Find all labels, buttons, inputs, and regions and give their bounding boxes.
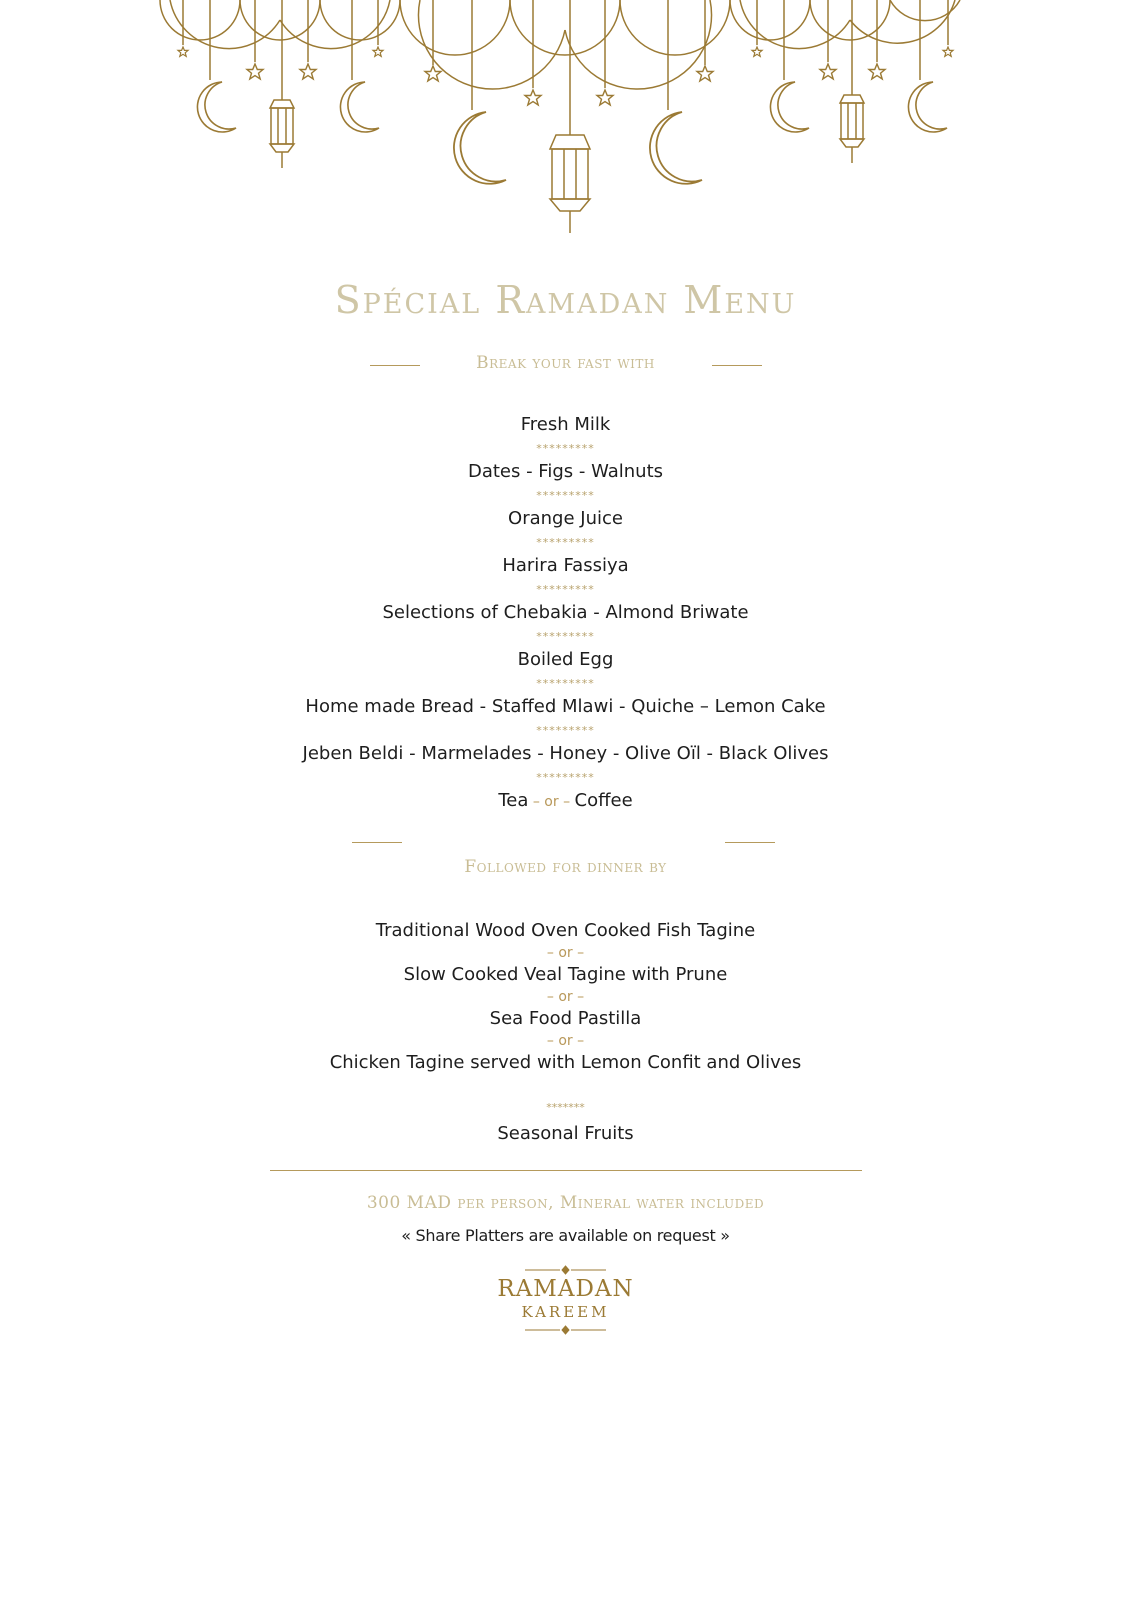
dinner-item: Slow Cooked Veal Tagine with Prune	[403, 964, 728, 985]
list-item	[0, 461, 1131, 508]
breakfast-item: Selections of Chebakia - Almond Briwate	[382, 602, 749, 623]
list-item	[0, 555, 1131, 602]
breakfast-item: Orange Juice	[508, 508, 623, 529]
share-platters-note: « Share Platters are available on request »	[401, 1226, 730, 1245]
logo-kareem-text: KAREEM	[521, 1303, 610, 1321]
star-separator: *******	[546, 1101, 585, 1114]
divider-right	[725, 842, 775, 843]
divider-left	[352, 842, 402, 843]
footer-divider	[270, 1170, 862, 1171]
list-item	[0, 414, 1131, 461]
breakfast-item: Jeben Beldi - Marmelades - Honey - Olive Oïl - Black Olives	[302, 743, 829, 764]
list-item	[0, 743, 1131, 790]
or-label: – or –	[528, 794, 575, 810]
list-item	[0, 602, 1131, 649]
or-label: – or –	[546, 945, 585, 961]
dinner-item: Traditional Wood Oven Cooked Fish Tagine	[375, 920, 756, 941]
star-separator: *********	[536, 677, 595, 690]
breakfast-item: Fresh Milk	[520, 414, 611, 435]
dinner-item: Sea Food Pastilla	[489, 1008, 642, 1029]
ramadan-garland-decoration	[0, 0, 1131, 250]
star-separator: *********	[536, 771, 595, 784]
logo-ramadan-text: RAMADAN	[497, 1276, 634, 1302]
list-item	[0, 696, 1131, 743]
breakfast-item: Harira Fassiya	[502, 555, 629, 576]
breakfast-heading: Break your fast with	[476, 353, 655, 373]
logo-ornament-icon	[480, 1262, 651, 1342]
star-separator: *********	[536, 630, 595, 643]
list-item	[0, 649, 1131, 696]
star-separator: *********	[536, 536, 595, 549]
star-separator: *********	[536, 583, 595, 596]
dessert-item: Seasonal Fruits	[497, 1123, 634, 1144]
dinner-heading: Followed for dinner by	[464, 857, 667, 877]
star-separator: *********	[536, 442, 595, 455]
list-item	[0, 508, 1131, 555]
divider-right	[712, 365, 762, 366]
breakfast-item: Dates - Figs - Walnuts	[467, 461, 664, 482]
ramadan-kareem-logo	[480, 1262, 651, 1342]
or-label: – or –	[546, 1033, 585, 1049]
dinner-item: Chicken Tagine served with Lemon Confit and Olives	[329, 1052, 802, 1073]
or-label: – or –	[546, 989, 585, 1005]
star-separator: *********	[536, 724, 595, 737]
breakfast-item: Boiled Egg	[517, 649, 614, 670]
menu-title: Spécial Ramadan Menu	[334, 278, 797, 322]
star-separator: *********	[536, 489, 595, 502]
drinks-line	[0, 790, 1131, 813]
breakfast-item: Home made Bread - Staffed Mlawi - Quiche – Lemon Cake	[305, 696, 826, 717]
price-line: 300 MAD per person, Mineral water included	[366, 1193, 765, 1213]
breakfast-list	[0, 414, 1131, 813]
dinner-list	[0, 920, 1131, 1074]
drink-tea: Tea	[498, 790, 529, 811]
drink-coffee: Coffee	[574, 790, 633, 811]
